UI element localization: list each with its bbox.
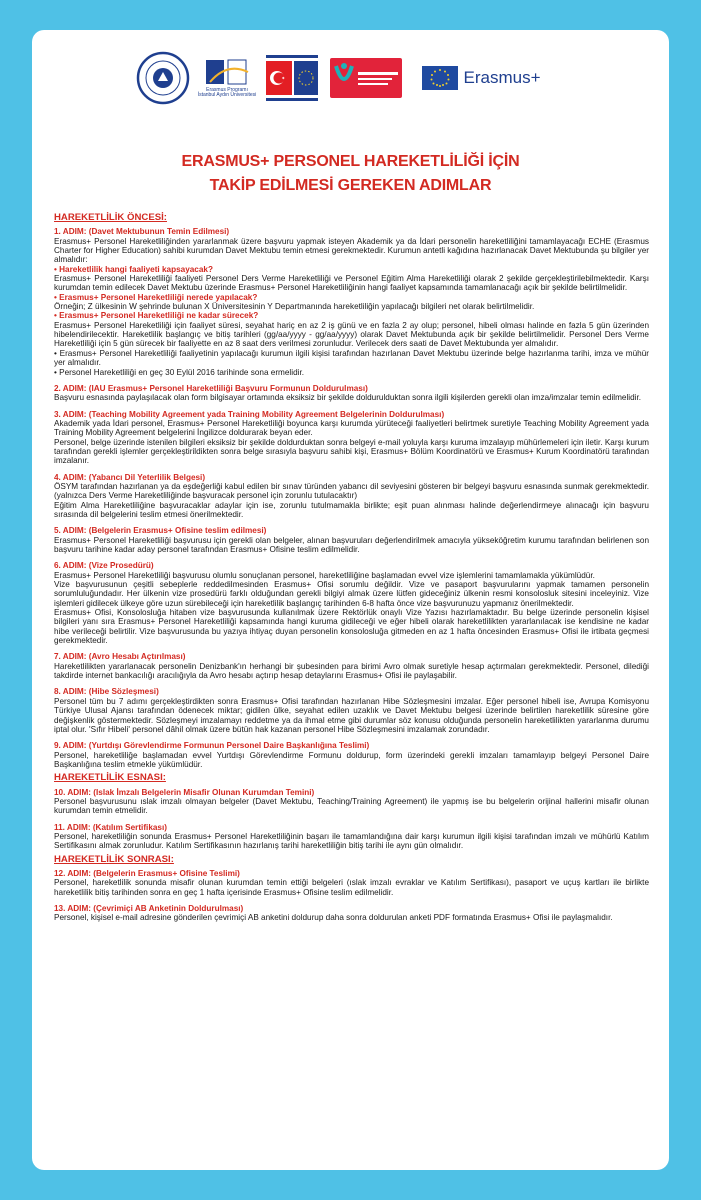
step-title: 3. ADIM: (Teaching Mobility Agreement yada Training Mobility Agreement Belgelerinin Doldurulması) bbox=[54, 409, 445, 419]
step-title: 9. ADIM: (Yurtdışı Görevlendirme Formunun Personel Daire Başkanlığına Teslimi) bbox=[54, 741, 370, 751]
step-question: • Hareketlilik hangi faaliyeti kapsayacak? bbox=[54, 264, 213, 274]
step-title: 1. ADIM: (Davet Mektubunun Temin Edilmesi) bbox=[54, 227, 230, 237]
step-text: Personel, hareketliliğin sonunda Erasmus+ Personel Hareketliliğinin başarı ile tamamlandığına dair karşı kurumun ilgili kişisi tarafından imzalı ve mühürlü Katılım Sertifikasını almak zorunludur. Katılım Sertifikasının hazırlanış tarihi hareketliliğin bitiş tarihi ile aynı gün olmalıdır. bbox=[54, 831, 649, 851]
step-question: • Erasmus+ Personel Hareketliliği nerede yapılacak? bbox=[54, 292, 258, 302]
step-block bbox=[54, 869, 649, 897]
logo-strip bbox=[32, 30, 669, 140]
step-text: Erasmus+ Ofisi, Konsolosluğa hitaben vize başvurusunda kullanılmak üzere Rektörlük onaylı Vize Yazısı hazırlamaktadır. Bu belge üzerinde personelin kişisel bilgileri yanı sıra Erasmus+ Personel Hareketliliği kapsamında hangi kuruma gidileceği ve eğer hibeli olarak hareketlilikten yararlanılacak ise kendisine ne kadar hibe verileceği belirtilir. Vize başvurusunda bu yazıya ihtiyaç duyan personelin konsolosluğa gitmeden en az 1 hafta öncesinden Erasmus+ Ofisi ile irtibata geçmesi gerekmektedir. bbox=[54, 608, 649, 646]
erasmus-plus-logo bbox=[416, 50, 546, 106]
eu-flag-icon bbox=[422, 66, 458, 90]
document-page bbox=[32, 30, 669, 1170]
step-block bbox=[54, 823, 649, 851]
step-text: Vize başvurusunun çeşitli sebeplerle reddedilmesinden Erasmus+ Ofisi sorumlu değildir. Vize ve pasaport başvurularını yapmak tamamen personelin sorumluluğundadır. Her ülkenin vize prosedürü farklı olduğundan gerekli bilgiyi almak üzere lütfen gideceğiniz ülkenin resmi konsolosluk sitesini inceleyiniz. Vize işlemleri gidilecek ülkeye göre uzun sürebileceği için hareketlilik başlangıç tarihinden 6-8 hafta önce vize başvurunuzu yapmanız önerilmektedir. bbox=[54, 580, 649, 608]
step-text: Akademik yada İdari personel, Erasmus+ Personel Hareketliliği boyunca karşı kurumda yürüteceği faaliyetleri belirtmek suretiyle Teaching Mobility Agreement yada Training Mobility Agreement belgelerini İngilizce doldurarak beyan eder. bbox=[54, 418, 649, 438]
erasmus-plus-logo-text: Erasmus+ bbox=[463, 68, 541, 87]
step-text: Erasmus+ Personel Hareketliliği başvurusu olumlu sonuçlanan personel, hareketliliğine başlamadan evvel vize işlemlerini tamamlamakla yükümlüdür. bbox=[54, 570, 595, 580]
national-agency-logo bbox=[328, 50, 404, 106]
step-text: Personel, hareketliliğe başlamadan evvel Yurtdışı Görevlendirme Formunu doldurup, form üzerindeki gerekli imzaları tamamlayıp belgeyi Personel Daire Başkanlığına teslim etmekle yükümlüdür. bbox=[54, 750, 649, 769]
title-line-2: TAKİP EDİLMESİ GEREKEN ADIMLAR bbox=[209, 177, 492, 194]
step-text: Erasmus+ Personel Hareketliliği için faaliyet süresi, seyahat hariç en az 2 iş günü ve en fazla 2 ay olup; personel, hibeli olması halinde en fazla 5 gün üzerinden hibelendirilecektir. Hareketlilik başlangıç ve bitiş tarihleri (gg/aa/yyyy - gg/aa/yyyy) olarak Davet Mektubunda açık bir şekilde belirtilmelidir. Personel Ders Verme Hareketliliği için 5 gün sürecek bir faaliyette en az 8 saat ders verilmesi zorunludur. Verilecek ders saati de Davet Mektubunda yer almalıdır. bbox=[54, 320, 649, 349]
step-question: • Erasmus+ Personel Hareketliliği ne kadar sürecek? bbox=[54, 311, 259, 321]
step-text: Başvuru esnasında paylaşılacak olan form bilgisayar ortamında eksiksiz bir şekilde doldurulduktan sonra ilgili kişilerden gerekli olan imza/imzalar temin edilmelidir. bbox=[54, 393, 642, 403]
step-block bbox=[54, 788, 649, 816]
steps-body bbox=[54, 213, 649, 923]
step-text: Erasmus+ Personel Hareketliliği faaliyeti Personel Ders Verme Hareketliliği ve Personel Eğitim Alma Hareketliliği olarak 2 şekilde gerçekleştirilebilmektedir. Karşı kurumdan temin edilecek Davet Mektubu üzerinde Erasmus+ Personel Hareketliliğinin hangi faaliyet kapsamında tamamlanacağı açık bir şekilde belirtilmelidir. bbox=[54, 274, 649, 293]
step-title: 12. ADIM: (Belgelerin Erasmus+ Ofisine Teslimi) bbox=[54, 868, 240, 878]
section-heading: HAREKETLİLİK ÖNCESİ: bbox=[54, 212, 167, 223]
page-title bbox=[32, 150, 669, 198]
step-text: Personel başvurusunu ıslak imzalı olmayan belgeler (Davet Mektubu, Teaching/Training Agreement) ile yapmış ise bu belgelerin orijinal hallerini misafir olunan kurumdan temin etmelidir. bbox=[54, 796, 649, 816]
step-title: 11. ADIM: (Katılım Sertifikası) bbox=[54, 822, 167, 832]
step-text: Personel, hareketlilik sonunda misafir olunan kurumdan temin ettiği belgeleri (ıslak imzalı evraklar ve Katılım Sertifikası), pasaport ve uçuş kartları ile birlikte hareketlilik bitiş tarihinden sonra en geç 1 hafta içerisinde Erasmus+ Ofisine teslim edilmelidir. bbox=[54, 878, 649, 897]
step-text: • Personel Hareketliliği en geç 30 Eylül 2016 tarihinde sona ermelidir. bbox=[54, 367, 304, 377]
step-title: 6. ADIM: (Vize Prosedürü) bbox=[54, 561, 154, 571]
university-seal-logo bbox=[134, 50, 192, 106]
step-title: 2. ADIM: (IAU Erasmus+ Personel Hareketliliği Başvuru Formunun Doldurulması) bbox=[54, 383, 368, 393]
step-text: Personel, belge üzerinde istenilen bilgileri eksiksiz bir şekilde doldurduktan sonra belgeyi e-mail yoluyla karşı kuruma imzalayıp mühürlemeleri için iletir. Karşı kurum tarafından gerekli işlemler gerçekleştirildikten sonra belge sırasıyla başvuru sahibi kişi, Erasmus+ Bölüm Koordinatörü ve Erasmus+ Kurum Koordinatörü tarafından imzalanır. bbox=[54, 437, 649, 466]
step-block bbox=[54, 473, 649, 520]
step-block bbox=[54, 561, 649, 645]
step-title: 13. ADIM: (Çevrimiçi AB Anketinin Doldurulması) bbox=[54, 904, 244, 913]
step-title: 7. ADIM: (Avro Hesabı Açtırılması) bbox=[54, 652, 186, 662]
step-text: Hareketlilikten yararlanacak personelin Denizbank'ın herhangi bir şubesinden para birimi Avro olmak suretiyle hesap açtırmaları gerekmektedir. Personel, dilediği takdirde internet bankacılığı aracılığıyla da Avro hesabı açtırıp hesap detaylarını Erasmus+ Ofisi ile paylaşabilir. bbox=[54, 661, 649, 681]
section-heading: HAREKETLİLİK ESNASI: bbox=[54, 772, 166, 784]
step-block bbox=[54, 227, 649, 377]
step-block bbox=[54, 526, 649, 554]
step-block bbox=[54, 384, 649, 403]
step-text: Personel tüm bu 7 adımı gerçekleştirdikten sonra Erasmus+ Ofisi tarafından hazırlanan Hibe Sözleşmesini imzalar. Eğer personel hibeli ise, Avrupa Komisyonu Türkiye Ulusal Ajansı tarafından ödenecek miktar; gidilen ülke, seyahat edilen uzaklık ve Davet Mektubu belgesi üzerinde belirtilen hareketlilik süresine göre değişkenlik göstermektedir. Sözleşmeyi imzalamayı reddetme ya da ihmal etme gibi durumlar söz konusu olduğunda personelin hareketlilikten yararlanma durumu iptal olur. 'Sıfır Hibeli' personel dâhil olmak üzere bütün hak kazanan personel Hibe Sözleşmesini imzalamak zorundadır. bbox=[54, 696, 649, 734]
step-block bbox=[54, 652, 649, 680]
title-line-1: ERASMUS+ PERSONEL HAREKETLİLİĞİ İÇİN bbox=[181, 153, 520, 170]
step-text: Eğitim Alma Hareketliliğine başvuracaklar adaylar için ise, zorunlu tutulmamakla birlikte; eşit puan alınması halinde değerlendirmeye alınacağı için başvuru sırasında dil belgelerini teslim etmesi önerilmektedir. bbox=[54, 500, 649, 519]
section-heading: HAREKETLİLİK SONRASI: bbox=[54, 853, 174, 865]
step-title: 8. ADIM: (Hibe Sözleşmesi) bbox=[54, 687, 159, 697]
step-text: ÖSYM tarafından hazırlanan ya da eşdeğerliği kabul edilen bir sınav türünden yabancı dil seviyesini gösteren bir belgeyi başvuru esnasında sunmak gerekmektedir. (yalnızca Ders Verme Hareketliliğinde başvuracak personel için zorunlu tutulacaktır) bbox=[54, 481, 649, 501]
step-title: 10. ADIM: (Islak İmzalı Belgelerin Misafir Olunan Kurumdan Temini) bbox=[54, 787, 315, 797]
step-text: Erasmus+ Personel Hareketliliği başvurusu için gerekli olan belgeler, alınan başvuruları değerlendirilmek amacıyla yükseköğretim kurumu tarafından belirlenen son başvuru tarihine kadar aday personel tarafından Erasmus+ Ofisine teslim edilmelidir. bbox=[54, 535, 649, 554]
step-block bbox=[54, 410, 649, 466]
step-block bbox=[54, 904, 649, 923]
step-text: Personel, kişisel e-mail adresine gönderilen çevrimiçi AB anketini doldurup daha sonra doldurulan anketi PDF formatında Erasmus+ Ofisi ile paylaşmalıdır. bbox=[54, 913, 613, 923]
step-title: 4. ADIM: (Yabancı Dil Yeterlilik Belgesi) bbox=[54, 472, 206, 482]
step-block bbox=[54, 687, 649, 734]
step-block bbox=[54, 741, 649, 769]
ministry-logo bbox=[260, 50, 324, 106]
step-text: Örneğin; Z ülkesinin W şehrinde bulunan X Üniversitesinin Y Departmanında hareketliliğin yapılacağı bilgileri net olarak belirtilmelidir. bbox=[54, 302, 535, 312]
erasmus-programme-logo bbox=[197, 50, 257, 106]
step-title: 5. ADIM: (Belgelerin Erasmus+ Ofisine teslim edilmesi) bbox=[54, 526, 267, 536]
step-text: Erasmus+ Personel Hareketliliğinden yararlanmak üzere başvuru yapmak isteyen Akademik ya da İdari personelin hareketliliğini tamamlayacağı ECHE (Erasmus Charter for Higher Education) sahibi kurumdan Davet Mektubu temin etmesi gerekmektedir. Kurumun antetli kağıdına hazırlanacak Davet Mektubunda şu bilgiler yer almalıdır: bbox=[54, 236, 649, 265]
erasmus-programme-logo-text: Erasmus Programı İstanbul Aydın Üniversitesi bbox=[197, 86, 257, 98]
step-text: • Erasmus+ Personel Hareketliliği faaliyetinin yapılacağı kurumun ilgili kişisi tarafından hazırlanan Davet Mektubu üzerinde belge hazırlanma tarihi, imza ve mühür yer almalıdır. bbox=[54, 348, 649, 368]
